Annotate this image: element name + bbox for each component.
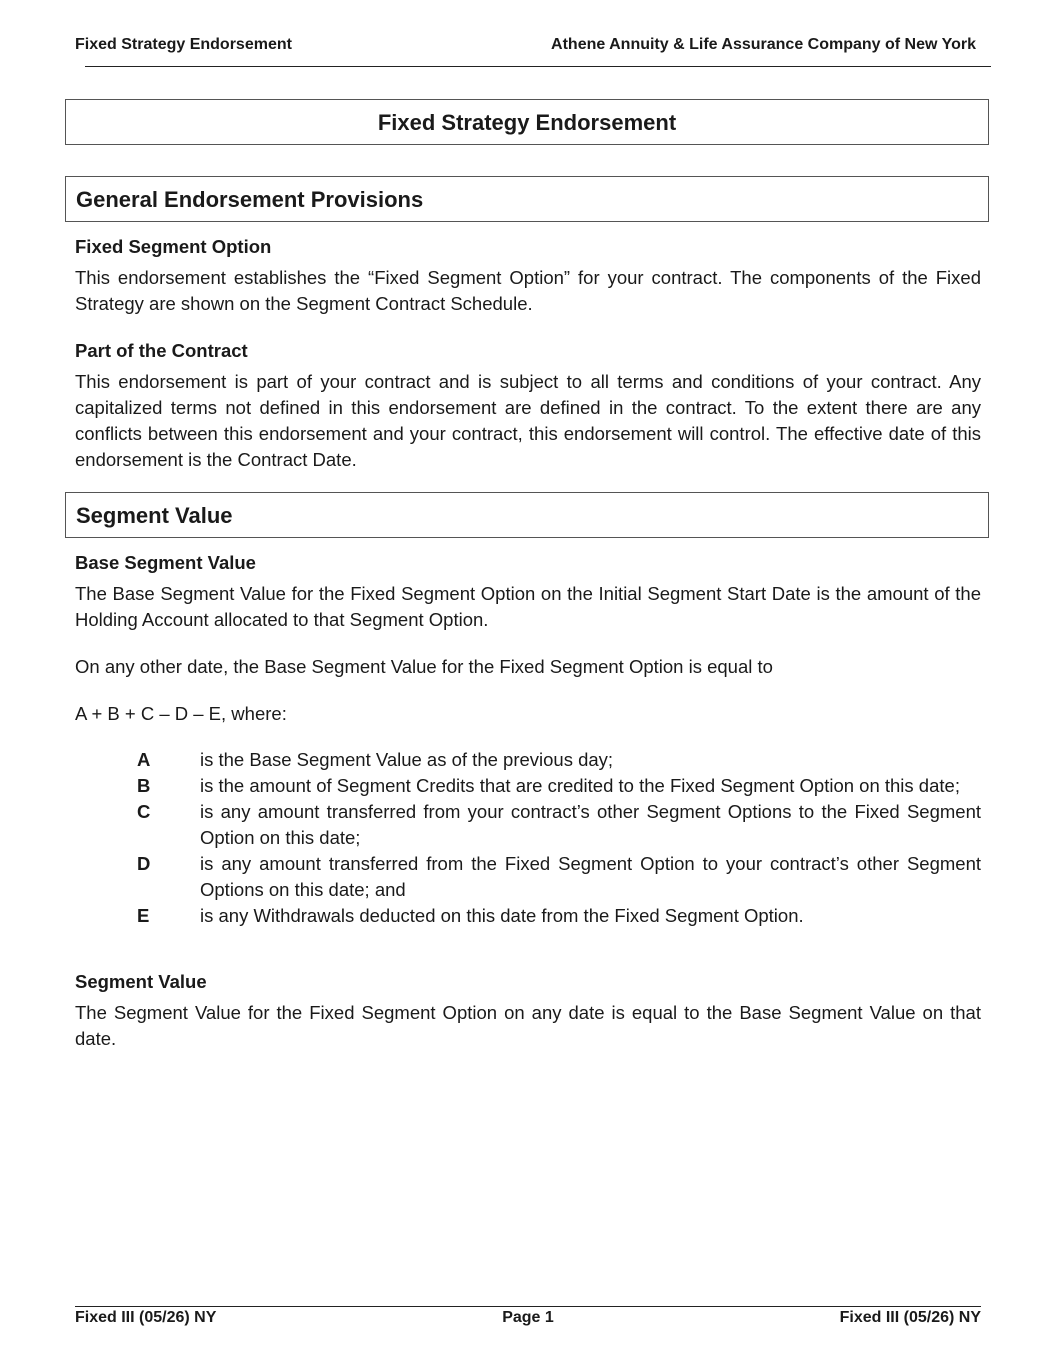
page-number: Page 1 bbox=[502, 1309, 554, 1326]
definition-letter: B bbox=[137, 775, 151, 796]
definition-text: is any amount transferred from your contract’s other Segment Options to the Fixed Segment Option on this date; bbox=[200, 801, 981, 848]
definition-text: is any amount transferred from the Fixed Segment Option to your contract’s other Segment Options on this date; and bbox=[200, 853, 981, 900]
definition-item bbox=[75, 773, 981, 799]
paragraph-segment-value: The Segment Value for the Fixed Segment Option on any date is equal to the Base Segment Value on that date. bbox=[75, 1002, 981, 1049]
subheading-fixed-segment-option: Fixed Segment Option bbox=[75, 236, 272, 257]
definition-text: is the Base Segment Value as of the previous day; bbox=[200, 749, 614, 770]
document-title: Fixed Strategy Endorsement bbox=[65, 99, 989, 145]
paragraph-fixed-segment-option: This endorsement establishes the “Fixed Segment Option” for your contract. The components of the Fixed Strategy are shown on the Segment Contract Schedule. bbox=[75, 267, 981, 314]
section-heading-segment-value: Segment Value bbox=[65, 492, 989, 538]
header-right: Athene Annuity & Life Assurance Company of New York bbox=[551, 36, 976, 53]
segment-value-content bbox=[75, 550, 981, 1052]
general-provisions-content bbox=[75, 234, 981, 473]
subheading-part-of-contract: Part of the Contract bbox=[75, 340, 248, 361]
definition-list bbox=[75, 747, 981, 929]
subheading-base-segment-value: Base Segment Value bbox=[75, 552, 256, 573]
definition-item bbox=[75, 851, 981, 903]
definition-item bbox=[75, 903, 981, 929]
definition-text: is the amount of Segment Credits that are credited to the Fixed Segment Option on this date; bbox=[200, 775, 960, 796]
definition-letter: C bbox=[137, 801, 151, 822]
paragraph-other-date: On any other date, the Base Segment Value for the Fixed Segment Option is equal to bbox=[75, 656, 773, 677]
page-footer bbox=[75, 1309, 981, 1327]
definition-item bbox=[75, 799, 981, 851]
page-header bbox=[75, 36, 976, 54]
definition-letter: E bbox=[137, 905, 150, 926]
definition-letter: D bbox=[137, 853, 151, 874]
definition-item bbox=[75, 747, 981, 773]
header-left: Fixed Strategy Endorsement bbox=[75, 36, 292, 53]
formula: A + B + C – D – E, where: bbox=[75, 703, 287, 724]
definition-text: is any Withdrawals deducted on this date from the Fixed Segment Option. bbox=[200, 905, 804, 926]
section-heading-general: General Endorsement Provisions bbox=[65, 176, 989, 222]
footer-divider bbox=[75, 1306, 981, 1307]
paragraph-part-of-contract: This endorsement is part of your contract and is subject to all terms and conditions of your contract. Any capitalized terms not defined in this endorsement are defined in the contract. To the extent there are any conflicts between this endorsement and your contract, this endorsement will control. The effective date of this endorsement is the Contract Date. bbox=[75, 371, 981, 470]
footer-left: Fixed III (05/26) NY bbox=[75, 1309, 217, 1326]
subheading-segment-value: Segment Value bbox=[75, 971, 207, 992]
footer-right: Fixed III (05/26) NY bbox=[839, 1309, 981, 1326]
definition-letter: A bbox=[137, 749, 151, 770]
paragraph-base-segment-value: The Base Segment Value for the Fixed Segment Option on the Initial Segment Start Date is the amount of the Holding Account allocated to that Segment Option. bbox=[75, 583, 981, 630]
header-divider bbox=[85, 66, 991, 67]
